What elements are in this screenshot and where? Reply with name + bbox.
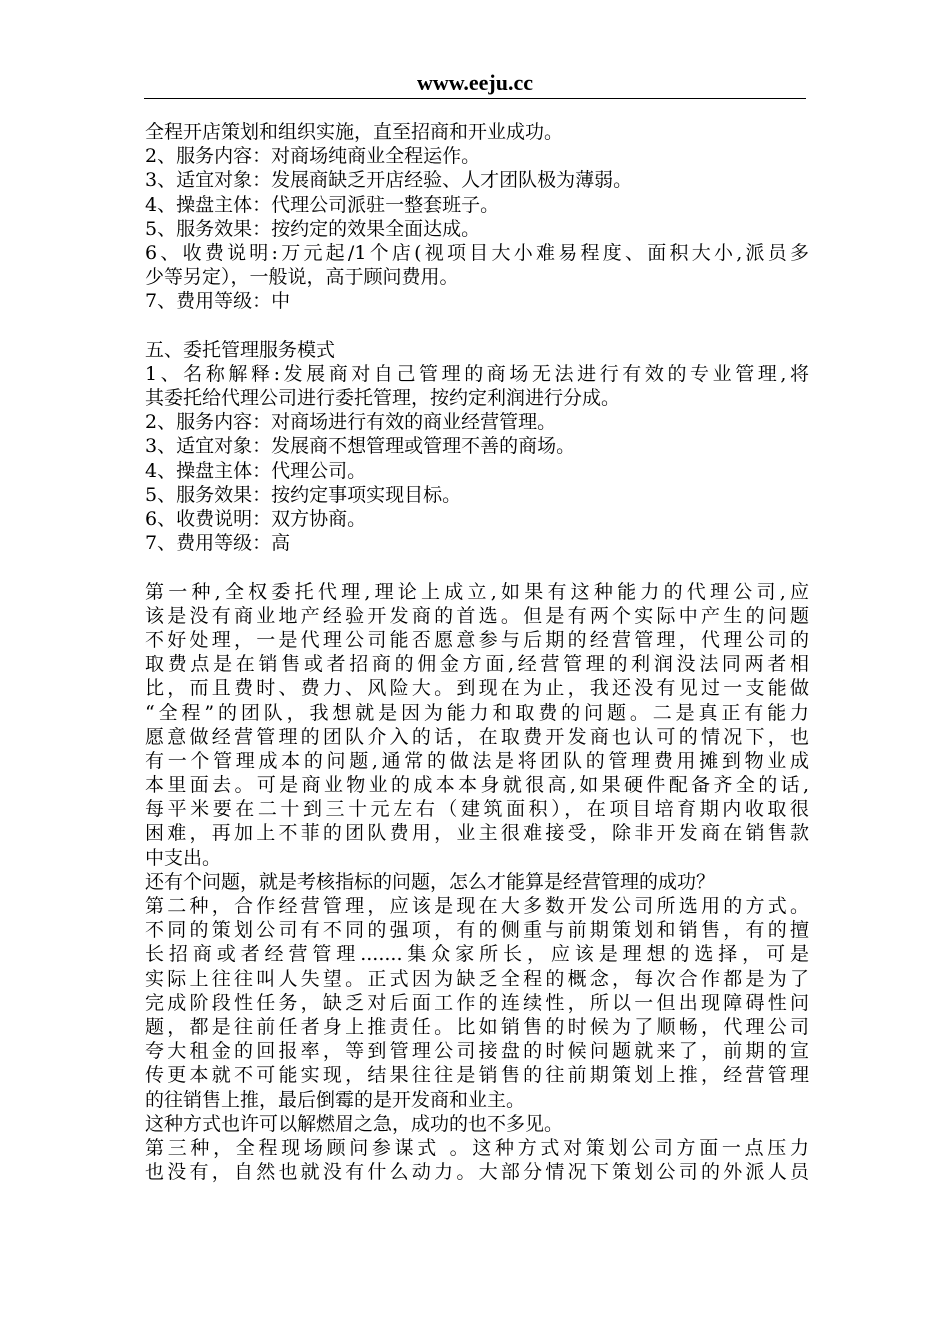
text-line: 比，而且费时、费力、风险大。到现在为止，我还没有见过一支能做 xyxy=(145,677,809,700)
text-line: 全程开店策划和组织实施，直至招商和开业成功。 xyxy=(145,121,564,143)
text-line: 其委托给代理公司进行委托管理，按约定利润进行分成。 xyxy=(145,387,621,410)
text-line: 该是没有商业地产经验开发商的首选。但是有两个实际中产生的问题 xyxy=(145,604,809,627)
text-line: 5、服务效果：按约定的效果全面达成。 xyxy=(145,217,481,240)
text-line: 中支出。 xyxy=(145,846,222,869)
text-line: 夸大租金的回报率，等到管理公司接盘的时候问题就来了，前期的宣 xyxy=(145,1040,809,1063)
text-line: 第二种，合作经营管理，应该是现在大多数开发公司所选用的方式。 xyxy=(145,895,809,917)
text-line: 愿意做经营管理的团队介入的话，在取费开发商也认可的情况下，也 xyxy=(145,725,809,748)
blank-line xyxy=(145,314,809,338)
text-line: 本里面去。可是商业物业的成本本身就很高,如果硬件配备齐全的话, xyxy=(145,774,809,797)
page-header-site: www.eeju.cc xyxy=(416,70,534,95)
section-five xyxy=(145,338,809,556)
header-divider xyxy=(144,98,806,99)
text-line: 困难，再加上不菲的团队费用，业主很难接受，除非开发商在销售款 xyxy=(145,822,809,845)
text-line: 实际上往往叫人失望。正式因为缺乏全程的概念，每次合作都是为了 xyxy=(145,967,809,990)
text-line: 4、操盘主体：代理公司派驻一整套班子。 xyxy=(145,193,500,216)
text-line: 少等另定），一般说，高于顾问费用。 xyxy=(145,266,459,289)
text-line: 4、操盘主体：代理公司。 xyxy=(145,459,367,482)
text-line: 每平米要在二十到三十元左右（建筑面积），在项目培育期内收取很 xyxy=(145,798,809,821)
discussion-paragraphs xyxy=(145,580,809,1185)
text-line: 第一种,全权委托代理,理论上成立,如果有这种能力的代理公司,应 xyxy=(145,580,809,603)
text-line: “全程”的团队，我想就是因为能力和取费的问题。二是真正有能力 xyxy=(145,701,809,724)
text-line: 的往销售上推，最后倒霉的是开发商和业主。 xyxy=(145,1088,526,1111)
blank-line xyxy=(145,555,809,579)
section-four-tail xyxy=(145,120,809,314)
text-line: 不同的策划公司有不同的强项，有的侧重与前期策划和销售，有的擅 xyxy=(145,919,809,942)
text-line: 5、服务效果：按约定事项实现目标。 xyxy=(145,483,462,506)
text-line: 完成阶段性任务，缺乏对后面工作的连续性，所以一但出现障碍性问 xyxy=(145,991,809,1014)
text-line: 2、服务内容：对商场纯商业全程运作。 xyxy=(145,145,481,168)
section-heading: 五、委托管理服务模式 xyxy=(145,338,336,361)
text-line: 长招商或者经营管理.......集众家所长，应该是理想的选择，可是 xyxy=(145,943,809,966)
text-line: 题，都是往前任者身上推责任。比如销售的时候为了顺畅，代理公司 xyxy=(145,1015,809,1038)
document-body xyxy=(145,120,809,1184)
text-line: 6、收费说明：双方协商。 xyxy=(145,508,367,530)
text-line: 第三种，全程现场顾问参谋式 。这种方式对策划公司方面一点压力 xyxy=(145,1136,809,1159)
text-line: 1、名称解释:发展商对自己管理的商场无法进行有效的专业管理,将 xyxy=(145,362,809,385)
text-line: 有一个管理成本的问题,通常的做法是将团队的管理费用摊到物业成 xyxy=(145,749,809,772)
text-line: 3、适宜对象：发展商不想管理或管理不善的商场。 xyxy=(145,435,576,458)
text-line: 还有个问题，就是考核指标的问题，怎么才能算是经营管理的成功？ xyxy=(145,870,716,893)
text-line: 取费点是在销售或者招商的佣金方面,经营管理的利润没法同两者相 xyxy=(145,653,809,676)
text-line: 这种方式也许可以解燃眉之急，成功的也不多见。 xyxy=(145,1112,564,1135)
text-line: 6、收费说明:万元起/1个店(视项目大小难易程度、面积大小,派员多 xyxy=(145,241,809,264)
text-line: 不好处理，一是代理公司能否愿意参与后期的经营管理，代理公司的 xyxy=(145,628,809,651)
text-line: 7、费用等级：中 xyxy=(145,290,291,313)
text-line: 3、适宜对象：发展商缺乏开店经验、人才团队极为薄弱。 xyxy=(145,169,633,192)
text-line: 传更本就不可能实现，结果往往是销售的往前期策划上推，经营管理 xyxy=(145,1064,809,1087)
text-line: 也没有，自然也就没有什么动力。大部分情况下策划公司的外派人员 xyxy=(145,1161,809,1184)
text-line: 7、费用等级：高 xyxy=(145,532,291,555)
text-line: 2、服务内容：对商场进行有效的商业经营管理。 xyxy=(145,411,557,434)
